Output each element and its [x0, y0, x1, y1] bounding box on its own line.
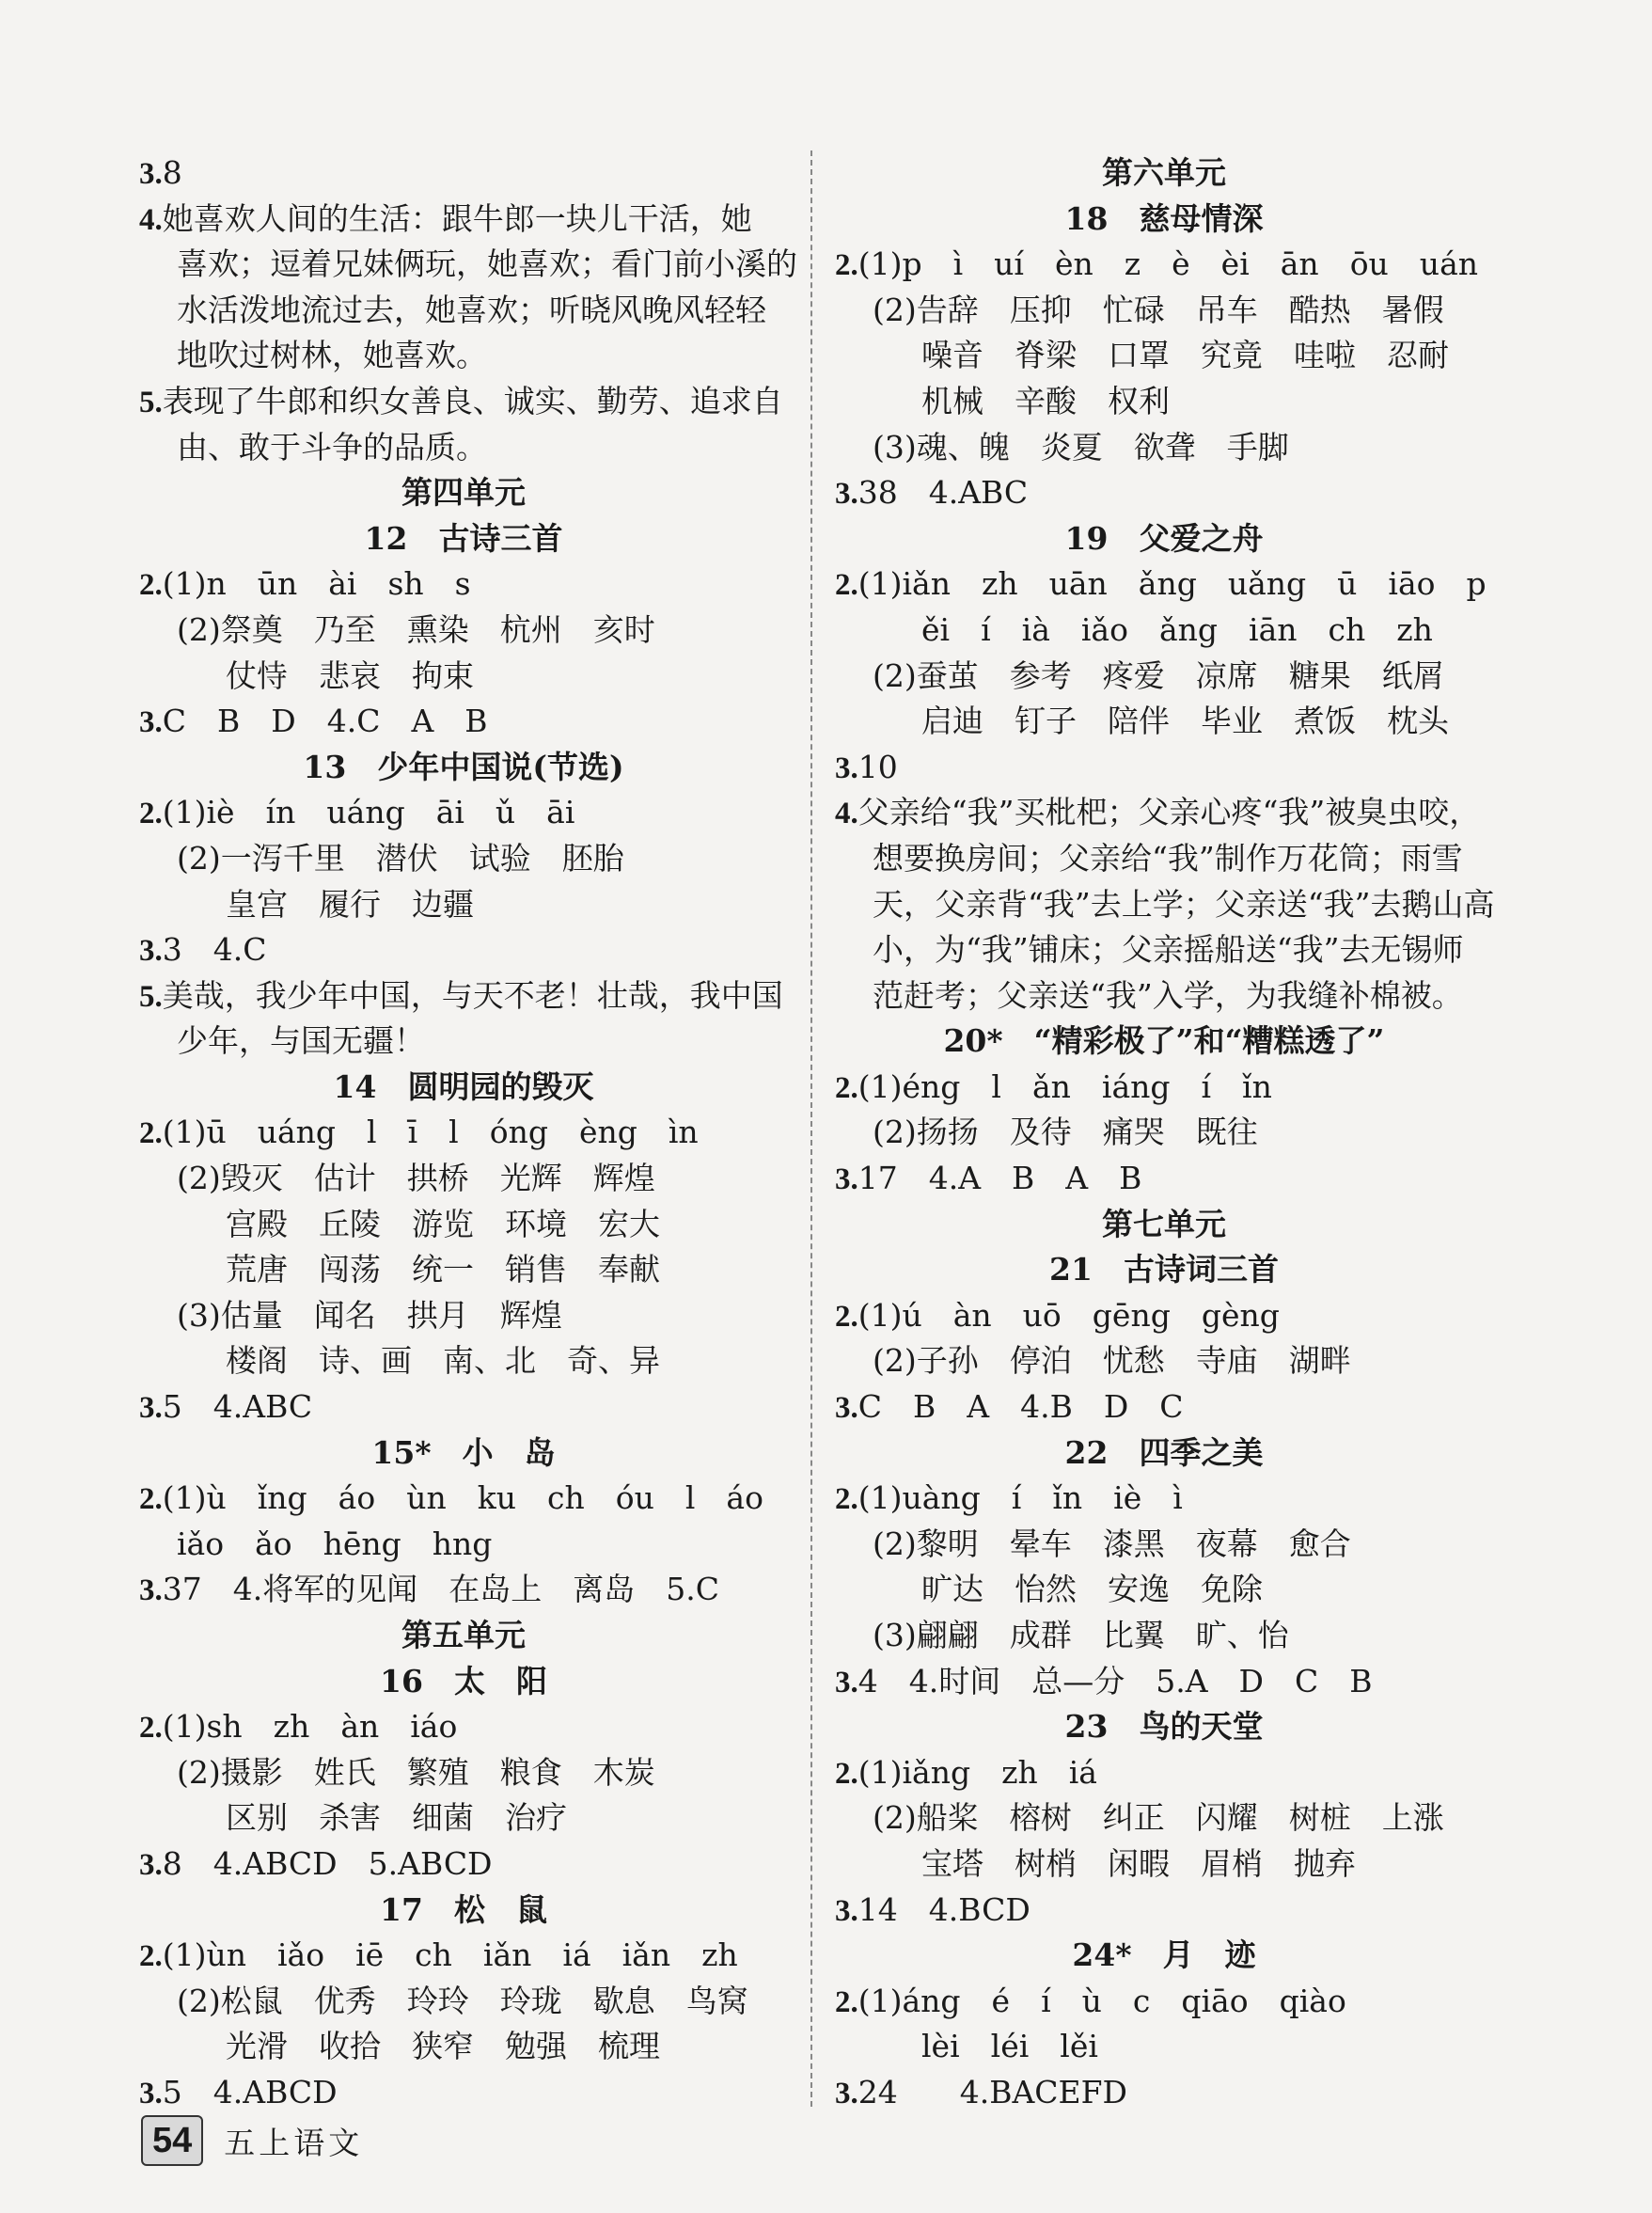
answer-text: 22 四季之美: [1064, 1433, 1264, 1471]
section-heading: [835, 1431, 1493, 1477]
question-number: 3.: [139, 1391, 163, 1426]
question-number: 3.: [835, 477, 858, 512]
answer-text: 宫殿 丘陵 游览 环境 宏大: [226, 1205, 660, 1242]
section-heading: [139, 516, 788, 562]
answer-text: lèi léi lěi: [921, 2028, 1098, 2065]
answer-text: 宝塔 树梢 闲暇 眉梢 抛弃: [921, 1844, 1356, 1882]
answer-text: C B A 4.B D C: [857, 1388, 1184, 1426]
answer-text: (1)ù ǐng áo ùn ku ch óu l áo: [162, 1479, 763, 1517]
question-number: 2.: [835, 1482, 858, 1517]
column-divider: [810, 150, 812, 2107]
answer-text: ěi í ià iǎo ǎng iān ch zh: [921, 610, 1433, 648]
answer-line: [139, 654, 788, 700]
answer-text: 美哉，我少年中国，与天不老！壮哉，我中国: [162, 976, 783, 1014]
answer-line: [835, 699, 1493, 745]
answer-line: [835, 333, 1493, 379]
answer-text: 天，父亲背“我”去上学；父亲送“我”去鹅山高: [873, 885, 1495, 923]
answer-line: [835, 561, 1493, 608]
answer-text: (2)告辞 压抑 忙碌 吊车 酷热 暑假: [873, 291, 1444, 328]
answer-text: 她喜欢人间的生活：跟牛郎一块儿干活，她: [162, 199, 752, 237]
answer-line: [139, 1110, 788, 1156]
question-number: 2.: [835, 1984, 858, 2019]
question-number: 2.: [139, 1939, 163, 1974]
answer-text: 第七单元: [1102, 1205, 1226, 1242]
answer-text: 水活泼地流过去，她喜欢；听晓风晚风轻轻: [177, 291, 766, 328]
answer-text: 第五单元: [401, 1617, 526, 1653]
answer-text: (2)祭奠 乃至 熏染 杭州 亥时: [177, 610, 655, 648]
answer-line: [139, 1338, 788, 1384]
section-heading: [835, 1933, 1493, 1979]
answer-line: [835, 745, 1493, 791]
answer-text: 第四单元: [401, 474, 526, 512]
answer-line: [139, 1247, 788, 1293]
answer-text: (2)一泻千里 潜伏 试验 胚胎: [177, 839, 624, 877]
answer-line: [139, 1704, 788, 1750]
answer-line: [835, 1613, 1493, 1659]
answer-line: [139, 882, 788, 928]
answer-line: [835, 2024, 1493, 2070]
answer-line: [835, 242, 1493, 288]
answer-line: [139, 1750, 788, 1796]
answer-line: [835, 1293, 1493, 1339]
answer-text: (1)n ūn ài sh s: [162, 565, 471, 603]
answer-text: (2)蚕茧 参考 疼爱 凉席 糖果 纸屑: [873, 656, 1444, 694]
answer-line: [835, 927, 1493, 973]
answer-text: 父亲给“我”买枇杷；父亲心疼“我”被臭虫咬，: [857, 794, 1481, 831]
answer-line: [835, 1750, 1493, 1796]
answer-line: [835, 1979, 1493, 2025]
answer-text: 机械 辛酸 权利: [921, 382, 1170, 419]
question-number: 4.: [139, 202, 163, 237]
answer-line: [835, 1338, 1493, 1384]
answer-text: 仗恃 悲哀 拘束: [226, 656, 474, 694]
answer-line: [139, 425, 788, 471]
answer-line: [139, 790, 788, 836]
question-number: 3.: [139, 1847, 163, 1882]
answer-text: 10: [857, 748, 898, 785]
answer-line: [835, 608, 1493, 654]
answer-text: 荒唐 闯荡 统一 销售 奉献: [226, 1251, 660, 1288]
answer-text: 旷达 怡然 安逸 免除: [921, 1571, 1263, 1608]
answer-text: (1)p ì uí èn z è èi ān ōu uán: [857, 245, 1478, 283]
question-number: 5.: [139, 385, 163, 419]
question-number: 2.: [835, 1756, 858, 1791]
answer-text: 15* 小 岛: [371, 1433, 556, 1471]
question-number: 4.: [835, 797, 858, 831]
answer-text: (2)松鼠 优秀 玲玲 玲珑 歇息 鸟窝: [177, 1982, 748, 2019]
answer-text: (2)毁灭 估计 拱桥 光辉 辉煌: [177, 1160, 655, 1197]
answer-text: (1)iǎng zh iá: [857, 1753, 1097, 1791]
answer-line: [835, 470, 1493, 516]
answer-text: 14 圆明园的毁灭: [333, 1067, 594, 1105]
answer-text: 37 4.将军的见闻 在岛上 离岛 5.C: [162, 1571, 719, 1608]
answer-line: [835, 654, 1493, 700]
question-number: 2.: [835, 1299, 858, 1334]
answer-line: [139, 561, 788, 608]
page-footer: [141, 2114, 363, 2167]
answer-text: 23 鸟的天堂: [1064, 1708, 1264, 1746]
answer-line: [835, 1567, 1493, 1613]
answer-text: 表现了牛郎和织女善良、诚实、勤劳、追求自: [162, 382, 783, 419]
answer-line: [835, 790, 1493, 836]
question-number: 2.: [139, 1711, 163, 1746]
question-number: 2.: [139, 797, 163, 831]
answer-line: [835, 1384, 1493, 1431]
answer-text: 38 4.ABC: [857, 474, 1029, 512]
answer-line: [139, 1384, 788, 1431]
section-heading: [139, 1888, 788, 1934]
question-number: 3.: [139, 705, 163, 740]
answer-line: [835, 1795, 1493, 1842]
answer-line: [139, 1476, 788, 1522]
answer-text: (2)船桨 榕树 纠正 闪耀 树桩 上涨: [873, 1799, 1444, 1837]
answer-text: 楼阁 诗、画 南、北 奇、异: [226, 1342, 660, 1380]
answer-line: [139, 1156, 788, 1202]
answer-text: 14 4.BCD: [857, 1890, 1031, 1928]
question-number: 3.: [139, 157, 163, 191]
answer-line: [835, 1888, 1493, 1934]
answer-text: 20* “精彩极了”和“糟糕透了”: [943, 1022, 1385, 1060]
answer-text: (1)ū uáng l ī l óng èng ìn: [162, 1114, 699, 1151]
answer-text: C B D 4.C A B: [162, 703, 488, 740]
answer-line: [139, 379, 788, 425]
answer-text: 地吹过树林，她喜欢。: [177, 337, 487, 374]
answer-text: 17 4.A B A B: [857, 1160, 1142, 1197]
answer-line: [139, 1979, 788, 2025]
answer-line: [139, 288, 788, 334]
answer-text: 8 4.ABCD 5.ABCD: [162, 1844, 493, 1882]
answer-text: iǎo ǎo hēng hng: [177, 1525, 493, 1562]
answer-text: 21 古诗词三首: [1049, 1251, 1279, 1288]
question-number: 3.: [139, 2076, 163, 2110]
answer-line: [139, 1567, 788, 1613]
question-number: 2.: [835, 248, 858, 283]
answer-line: [139, 1933, 788, 1979]
answer-line: [139, 333, 788, 379]
answer-text: (3)估量 闻名 拱月 辉煌: [177, 1296, 562, 1334]
section-heading: [139, 1613, 788, 1659]
answer-line: [139, 836, 788, 882]
section-heading: [139, 1431, 788, 1477]
answer-text: 想要换房间；父亲给“我”制作万花筒；雨雪: [873, 839, 1463, 877]
answer-line: [835, 1065, 1493, 1111]
question-number: 2.: [139, 568, 163, 603]
answer-line: [835, 1659, 1493, 1705]
question-number: 2.: [139, 1116, 163, 1151]
answer-line: [835, 973, 1493, 1020]
question-number: 2.: [835, 1070, 858, 1105]
question-number: 2.: [835, 568, 858, 603]
answer-line: [139, 1522, 788, 1568]
answer-text: 24 4.BACEFD: [857, 2073, 1128, 2110]
answer-line: [835, 1842, 1493, 1888]
answer-text: (2)子孙 停泊 忧愁 寺庙 湖畔: [873, 1342, 1351, 1380]
answer-text: 5 4.ABC: [162, 1388, 313, 1426]
answer-text: (3)魂、魄 炎夏 欲聋 手脚: [873, 428, 1289, 466]
answer-line: [139, 1795, 788, 1842]
answer-line: [835, 1476, 1493, 1522]
answer-text: 区别 杀害 细菌 治疗: [226, 1799, 567, 1837]
answer-line: [139, 1293, 788, 1339]
answer-text: (1)uàng í ǐn iè ì: [857, 1479, 1183, 1517]
answer-line: [835, 379, 1493, 425]
answer-text: (1)iǎn zh uān ǎng uǎng ū iāo p: [857, 565, 1487, 603]
answer-text: (1)áng é í ù c qiāo qiào: [857, 1982, 1346, 2019]
answer-line: [139, 2070, 788, 2116]
question-number: 3.: [139, 1573, 163, 1608]
answer-line: [835, 425, 1493, 471]
right-column: [835, 150, 1493, 2116]
answer-text: 13 少年中国说(节选): [303, 748, 624, 785]
book-label: 五上语文: [224, 2124, 364, 2161]
answer-text: 光滑 收拾 狭窄 勉强 梳理: [226, 2028, 660, 2065]
answer-line: [835, 1156, 1493, 1202]
answer-line: [835, 882, 1493, 928]
answer-line: [835, 288, 1493, 334]
answer-text: (1)éng l ǎn iáng í ǐn: [857, 1067, 1272, 1105]
answer-text: 少年，与国无疆！: [177, 1022, 425, 1060]
section-heading: [835, 1704, 1493, 1750]
section-heading: [139, 745, 788, 791]
question-number: 3.: [835, 2076, 858, 2110]
answer-text: 19 父爱之舟: [1064, 519, 1264, 557]
question-number: 2.: [139, 1482, 163, 1517]
answer-text: 皇宫 履行 边疆: [226, 885, 474, 923]
answer-line: [139, 1842, 788, 1888]
answer-text: 喜欢；逗着兄妹俩玩，她喜欢；看门前小溪的: [177, 245, 797, 283]
answer-text: 由、敢于斗争的品质。: [177, 428, 487, 466]
answer-text: 8: [162, 154, 182, 191]
answer-line: [835, 1110, 1493, 1156]
question-number: 3.: [835, 1893, 858, 1928]
answer-text: (1)sh zh àn iáo: [162, 1708, 458, 1746]
answer-line: [139, 1019, 788, 1065]
section-heading: [835, 197, 1493, 243]
answer-text: 范赶考；父亲送“我”入学，为我缝补棉被。: [873, 976, 1463, 1014]
answer-text: 第六单元: [1102, 154, 1226, 191]
answer-text: 启迪 钉子 陪伴 毕业 煮饭 枕头: [921, 703, 1449, 740]
answer-text: (2)黎明 晕车 漆黑 夜幕 愈合: [873, 1525, 1351, 1562]
answer-text: 噪音 脊梁 口罩 究竟 哇啦 忍耐: [921, 337, 1449, 374]
question-number: 3.: [835, 1162, 858, 1197]
answer-text: (3)翩翩 成群 比翼 旷、怡: [873, 1617, 1289, 1653]
answer-line: [139, 973, 788, 1020]
question-number: 3.: [835, 1391, 858, 1426]
answer-line: [139, 2024, 788, 2070]
answer-line: [835, 1522, 1493, 1568]
page-number: 54: [141, 2115, 203, 2166]
section-heading: [835, 516, 1493, 562]
left-column: [139, 150, 797, 2116]
section-heading: [835, 1247, 1493, 1293]
section-heading: [835, 150, 1493, 197]
answer-text: 4 4.时间 总—分 5.A D C B: [857, 1662, 1373, 1699]
answer-text: 12 古诗三首: [364, 519, 563, 557]
answer-line: [139, 1202, 788, 1248]
answer-text: (1)ùn iǎo iē ch iǎn iá iǎn zh: [162, 1936, 738, 1974]
question-number: 3.: [835, 1665, 858, 1699]
section-heading: [835, 1019, 1493, 1065]
answer-line: [835, 836, 1493, 882]
question-number: 3.: [139, 934, 163, 969]
answer-line: [139, 197, 788, 243]
answer-text: 18 慈母情深: [1064, 199, 1264, 237]
answer-line: [139, 150, 788, 197]
answer-text: (2)扬扬 及待 痛哭 既往: [873, 1114, 1258, 1151]
answer-text: 16 太 阳: [380, 1662, 547, 1699]
section-heading: [139, 470, 788, 516]
answer-text: (2)摄影 姓氏 繁殖 粮食 木炭: [177, 1753, 655, 1791]
question-number: 5.: [139, 979, 163, 1014]
answer-text: 17 松 鼠: [380, 1890, 547, 1928]
section-heading: [139, 1659, 788, 1705]
answer-line: [139, 699, 788, 745]
answer-text: 3 4.C: [162, 931, 267, 969]
answer-text: (1)iè ín uáng āi ǔ āi: [162, 794, 575, 831]
question-number: 3.: [835, 751, 858, 785]
answer-line: [835, 2070, 1493, 2116]
section-heading: [139, 1065, 788, 1111]
answer-text: 24* 月 迹: [1072, 1936, 1256, 1974]
section-heading: [835, 1202, 1493, 1248]
answer-text: (1)ú àn uō gēng gèng: [857, 1296, 1280, 1334]
answer-line: [139, 927, 788, 973]
answer-line: [139, 608, 788, 654]
answer-line: [139, 242, 797, 288]
answer-text: 5 4.ABCD: [162, 2073, 338, 2110]
answer-text: 小，为“我”铺床；父亲摇船送“我”去无锡师: [873, 931, 1464, 969]
